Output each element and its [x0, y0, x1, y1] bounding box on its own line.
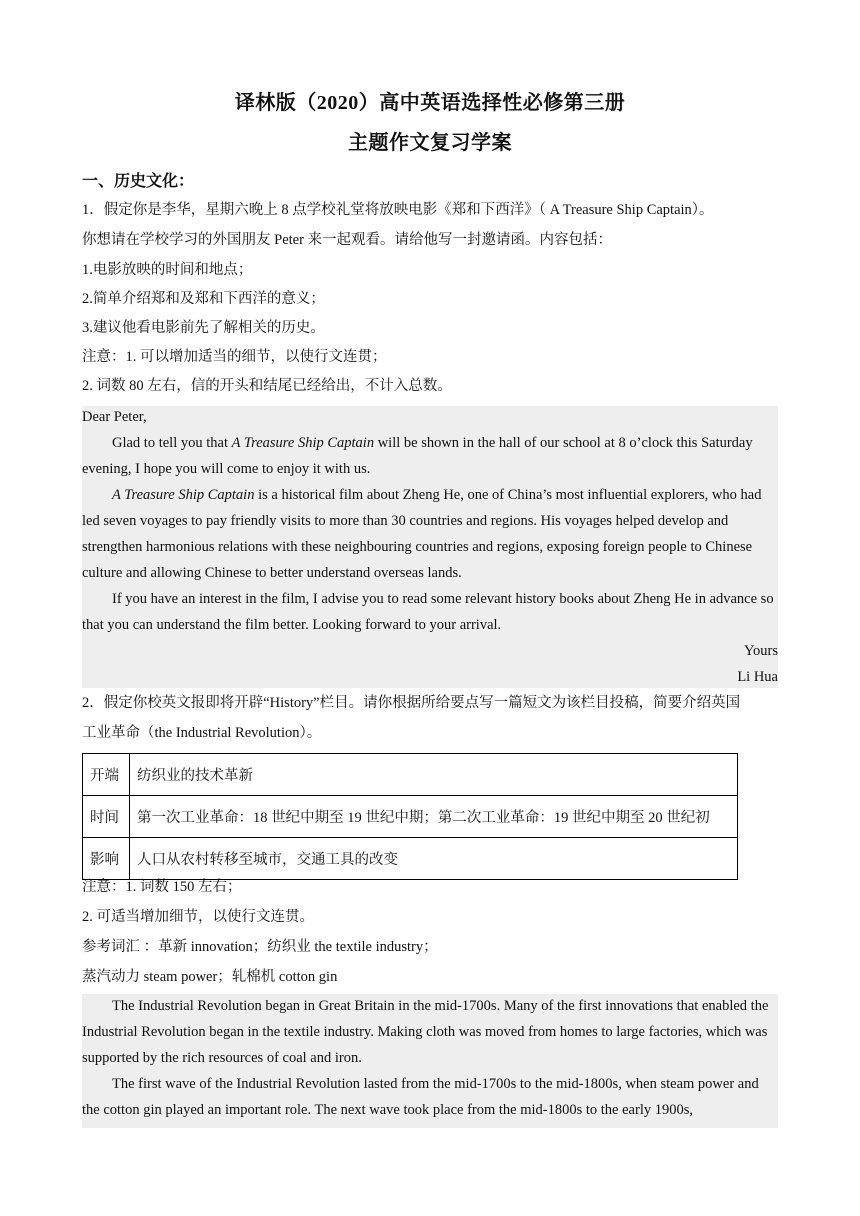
film-title: A Treasure Ship Captain	[112, 487, 255, 503]
key-points-table	[82, 753, 738, 880]
task1-point-1: 1.电影放映的时间和地点；	[82, 262, 253, 278]
document-title: 译林版（2020）高中英语选择性必修第三册	[234, 92, 626, 114]
table-key: 影响	[83, 838, 130, 880]
task1-note-1: 注意：1. 可以增加适当的细节，以使行文连贯；	[82, 349, 387, 365]
task1-prompt-line1: 1．假定你是李华，星期六晚上 8 点学校礼堂将放映电影《郑和下西洋》（ A Treasure Ship Captain）。	[82, 202, 714, 218]
sample-letter	[82, 404, 778, 690]
task1-point-2: 2.简单介绍郑和及郑和下西洋的意义；	[82, 291, 325, 307]
table-value: 纺织业的技术革新	[130, 754, 738, 796]
table-key: 时间	[83, 796, 130, 838]
essay-paragraph-2: The first wave of the Industrial Revolution lasted from the mid-1700s to the mid-1800s, when steam power and the cotton gin played an important role. The next wave took place from the mid-1800s to the early 1900s,	[82, 1076, 759, 1118]
sample-essay	[82, 993, 778, 1123]
task2-prompt-line1: 2．假定你校英文报即将开辟“History”栏目。请你根据所给要点写一篇短文为该栏目投稿，简要介绍英国	[82, 695, 741, 711]
letter-paragraph-1: Glad to tell you that A Treasure Ship Captain will be shown in the hall of our school at 8 o’clock this Saturday evening, I hope you will come to enjoy it with us.	[82, 435, 753, 477]
task2-vocab-2: 蒸汽动力 steam power；轧棉机 cotton gin	[82, 969, 338, 985]
table-value: 第一次工业革命：18 世纪中期至 19 世纪中期；第二次工业革命：19 世纪中期至 20 世纪初	[130, 796, 738, 838]
task1-prompt-line2: 你想请在学校学习的外国朋友 Peter 来一起观看。请给他写一封邀请函。内容包括：	[82, 232, 613, 248]
table-row	[83, 754, 738, 796]
letter-closing: Yours	[744, 643, 778, 659]
table-value: 人口从农村转移至城市，交通工具的改变	[130, 838, 738, 880]
essay-paragraph-1: The Industrial Revolution began in Great Britain in the mid-1700s. Many of the first innovations that enabled the Industrial Revolution began in the textile industry. Making cloth was moved from homes to large factories, which was supported by the rich resources of coal and iron.	[82, 998, 769, 1066]
task2-vocab-1: 参考词汇 ：革新 innovation；纺织业 the textile industry；	[82, 939, 438, 955]
task1-note-2: 2. 词数 80 左右，信的开头和结尾已经给出，不计入总数。	[82, 378, 452, 394]
table-row	[83, 796, 738, 838]
task2-note-1: 注意：1. 词数 150 左右；	[82, 879, 242, 895]
task1-point-3: 3.建议他看电影前先了解相关的历史。	[82, 320, 325, 336]
task2-prompt-line2: 工业革命（the Industrial Revolution）。	[82, 725, 322, 741]
table-key: 开端	[83, 754, 130, 796]
letter-salutation: Dear Peter,	[82, 409, 147, 425]
letter-paragraph-2: A Treasure Ship Captain is a historical film about Zheng He, one of China’s most influential explorers, who had led seven voyages to pay friendly visits to more than 30 countries and regions. His voyages helped develop and strengthen harmonious relations with these neighbouring countries and regions, exposing foreign people to Chinese culture and allowing Chinese to better understand overseas lands.	[82, 487, 762, 581]
film-title: A Treasure Ship Captain	[231, 435, 375, 451]
document-subtitle: 主题作文复习学案	[348, 132, 512, 154]
task2-note-2: 2. 可适当增加细节，以使行文连贯。	[82, 909, 314, 925]
letter-paragraph-3: If you have an interest in the film, I advise you to read some relevant history books about Zheng He in advance so that you can understand the film better. Looking forward to your arrival.	[82, 591, 774, 633]
section-heading: 一、历史文化：	[82, 173, 195, 190]
letter-signature: Li Hua	[737, 669, 778, 685]
